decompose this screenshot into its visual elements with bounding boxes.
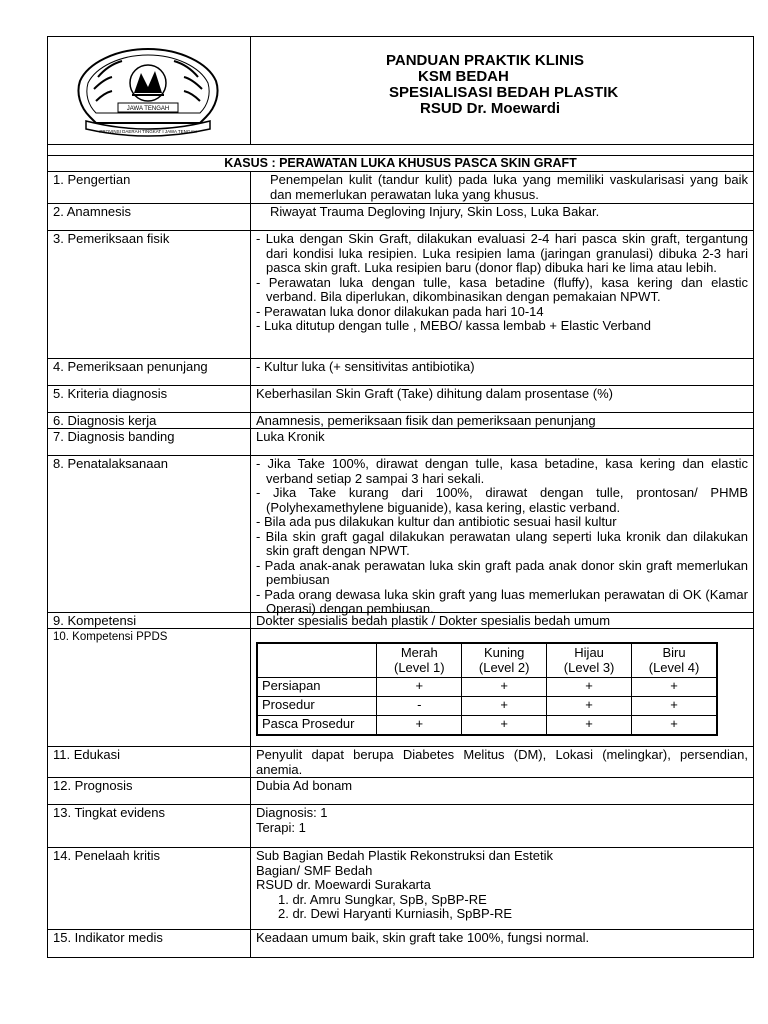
table-header-row [258, 644, 717, 678]
table-cell: + [462, 678, 547, 697]
list-item: - Jika Take kurang dari 100%, dirawat dengan tulle, prontosan/ PHMB (Polyhexamethylene biguanide), kasa kering, elastic verband. [256, 485, 748, 515]
row-edukasi [48, 746, 753, 777]
row-indikator [48, 929, 753, 957]
table-cell: + [377, 716, 462, 735]
row-label: 2. Anamnesis [53, 204, 132, 219]
table-cell: + [547, 716, 632, 735]
table-header-cell: Hijau (Level 3) [547, 644, 632, 678]
row-value: Riwayat Trauma Degloving Injury, Skin Loss, Luka Bakar. [270, 204, 600, 219]
row-value [256, 457, 748, 617]
header-title-block [251, 37, 753, 144]
row-label: 6. Diagnosis kerja [53, 413, 157, 428]
row-label: 10. Kompetensi PPDS [53, 631, 168, 643]
table-cell: - [377, 697, 462, 716]
row-diagnosis-banding [48, 428, 753, 455]
table-cell: + [462, 716, 547, 735]
reviewer-person: 2. dr. Dewi Haryanti Kurniasih, SpBP-RE [278, 906, 513, 921]
row-value: Keadaan umum baik, skin graft take 100%, fungsi normal. [256, 930, 590, 945]
reviewer-line: RSUD dr. Moewardi Surakarta [256, 877, 431, 892]
row-label: 14. Penelaah kritis [53, 848, 160, 863]
logo-cell [48, 37, 251, 144]
table-header-cell: Kuning (Level 2) [462, 644, 547, 678]
emblem-label: JAWA TENGAH [126, 106, 170, 112]
row-value [256, 849, 748, 922]
row-kompetensi [48, 612, 753, 628]
row-prognosis [48, 777, 753, 804]
row-label: 13. Tingkat evidens [53, 805, 166, 820]
list-item: - Pada anak-anak perawatan luka skin graft pada anak donor skin graft memerlukan pembiusan [256, 557, 748, 587]
row-label: 5. Kriteria diagnosis [53, 386, 168, 401]
row-value [256, 232, 748, 334]
list-item: - Perawatan luka donor dilakukan pada hari 10-14 [256, 303, 544, 319]
table-row [258, 678, 717, 697]
province-emblem-icon [48, 37, 250, 144]
table-cell: + [547, 678, 632, 697]
row-diagnosis-kerja [48, 412, 753, 428]
table-row-label: Pasca Prosedur [258, 716, 377, 735]
row-value: - Kultur luka (+ sensitivitas antibiotika) [256, 359, 475, 374]
emblem-ribbon: PROVINSI DAERAH TINGKAT I JAWA TENGAH [99, 129, 197, 134]
row-label: 1. Pengertian [53, 172, 131, 187]
list-item: - Jika Take 100%, dirawat dengan tulle, kasa betadine, kasa kering dan elastic verband setiap 2 sampai 3 hari sekali. [256, 456, 748, 486]
row-kriteria [48, 385, 753, 412]
list-item: - Luka dengan Skin Graft, dilakukan evaluasi 2-4 hari pasca skin graft, tergantung dari kondisi luka resipien. Luka resipien lama (jaringan granulasi) dibuka 2-3 hari pasca skin graft. Luka resipien baru (donor flap) dibuka hari ke lima atau lebih. [256, 231, 748, 275]
list-item: - Perawatan luka dengan tulle, kasa betadine (fluffy), kasa kering dan elastic verband. Bila diperlukan, dikombinasikan dengan pemakaian NPWT. [256, 274, 748, 304]
row-value: Anamnesis, pemeriksaan fisik dan pemeriksaan penunjang [256, 413, 596, 428]
list-item: - Luka ditutup dengan tulle , MEBO/ kassa lembab + Elastic Verband [256, 318, 651, 333]
row-penelaah [48, 847, 753, 929]
competency-table [256, 642, 718, 736]
table-cell: + [547, 697, 632, 716]
row-label: 7. Diagnosis banding [53, 429, 175, 444]
row-label: 12. Prognosis [53, 778, 133, 793]
table-header-cell: Biru (Level 4) [632, 644, 717, 678]
row-penunjang [48, 358, 753, 385]
row-value: Dubia Ad bonam [256, 778, 353, 793]
title-line-3: SPESIALISASI BEDAH PLASTIK [389, 84, 619, 101]
row-value: Luka Kronik [256, 429, 325, 444]
list-item: - Pada orang dewasa luka skin graft yang luas memerlukan perawatan di OK (Kamar Operasi) dengan pembiusan. [256, 586, 748, 616]
table-cell: + [632, 678, 717, 697]
table-row-label: Prosedur [258, 697, 377, 716]
reviewer-line: Sub Bagian Bedah Plastik Rekonstruksi dan Estetik [256, 848, 554, 863]
row-tingkat-evidens [48, 804, 753, 847]
evidence-line: Terapi: 1 [256, 819, 306, 835]
table-cell: + [632, 697, 717, 716]
title-line-2: KSM BEDAH [418, 68, 509, 85]
row-label: 3. Pemeriksaan fisik [53, 231, 170, 246]
table-cell: + [462, 697, 547, 716]
row-label: 11. Edukasi [53, 747, 120, 762]
row-pengertian [48, 171, 753, 203]
table-corner-cell [258, 644, 377, 678]
row-value [256, 806, 748, 835]
row-anamnesis [48, 203, 753, 230]
row-label: 9. Kompetensi [53, 613, 137, 628]
reviewer-person: 1. dr. Amru Sungkar, SpB, SpBP-RE [278, 891, 487, 907]
table-header-cell: Merah (Level 1) [377, 644, 462, 678]
clinical-guideline-document [47, 36, 754, 958]
document-header [48, 37, 753, 145]
list-item: - Bila skin graft gagal dilakukan perawatan ulang seperti luka kronik dan dilakukan skin graft dengan NPWT. [256, 528, 748, 558]
row-penatalaksanaan [48, 455, 753, 616]
row-value: Dokter spesialis bedah plastik / Dokter spesialis bedah umum [256, 613, 611, 628]
table-cell: + [632, 716, 717, 735]
row-label: 8. Penatalaksanaan [53, 456, 168, 471]
row-label: 4. Pemeriksaan penunjang [53, 359, 208, 374]
list-item: - Bila ada pus dilakukan kultur dan antibiotic sesuai hasil kultur [256, 514, 617, 529]
case-title: KASUS : PERAWATAN LUKA KHUSUS PASCA SKIN GRAFT [224, 156, 577, 170]
row-pemeriksaan-fisik [48, 230, 753, 358]
header-spacer [48, 145, 753, 156]
table-cell: + [377, 678, 462, 697]
row-label: 15. Indikator medis [53, 930, 163, 945]
evidence-line: Diagnosis: 1 [256, 805, 328, 820]
table-row [258, 697, 717, 716]
row-value: Penyulit dapat berupa Diabetes Melitus (DM), Lokasi (melingkar), persendian, anemia. [256, 747, 748, 777]
table-row [258, 716, 717, 735]
row-kompetensi-ppds [48, 628, 753, 746]
title-line-4: RSUD Dr. Moewardi [420, 100, 561, 117]
row-value: Penempelan kulit (tandur kulit) pada luka yang memiliki vaskularisasi yang baik dan memerlukan perawatan luka yang khusus. [270, 172, 748, 202]
row-value: Keberhasilan Skin Graft (Take) dihitung dalam prosentase (%) [256, 386, 613, 401]
table-row-label: Persiapan [258, 678, 377, 697]
reviewer-line: Bagian/ SMF Bedah [256, 862, 373, 878]
title-line-1: PANDUAN PRAKTIK KLINIS [386, 52, 585, 69]
